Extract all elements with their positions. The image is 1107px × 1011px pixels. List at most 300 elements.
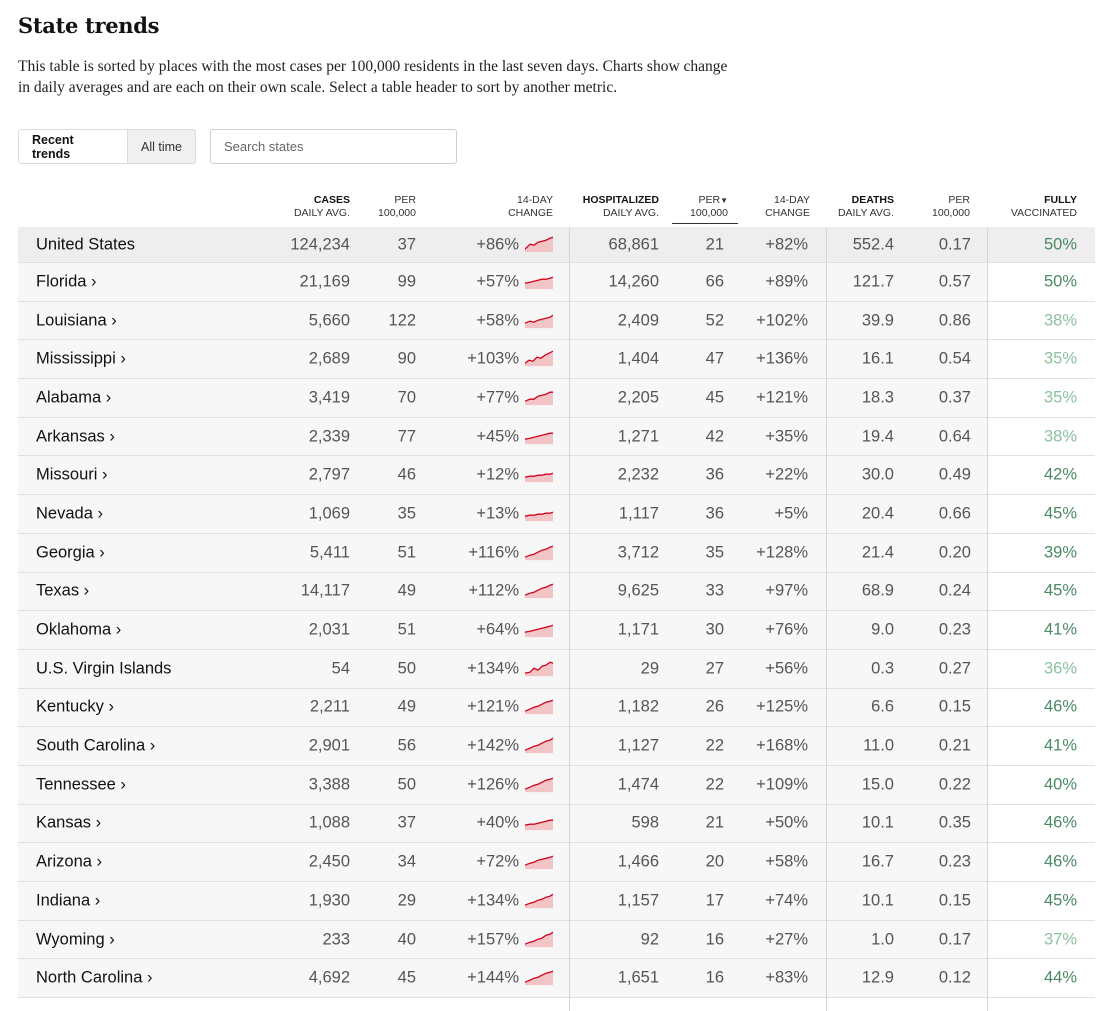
table-row[interactable] (18, 766, 1095, 805)
hospitalized-14day-change: +56% (765, 659, 808, 678)
table-row[interactable] (18, 534, 1095, 573)
hospitalized-per-100k: 45 (705, 388, 724, 407)
hospitalized-daily-avg: 1,474 (617, 775, 659, 794)
deaths-daily-avg: 19.4 (861, 427, 894, 446)
cases-trend-sparkline (525, 503, 553, 521)
hospitalized-14day-change: +50% (765, 813, 808, 832)
fully-vaccinated: 38% (1043, 311, 1077, 330)
vaccinated-cell-bg (988, 805, 1095, 843)
vaccinated-cell-bg (988, 456, 1095, 494)
header-hosp-per-line1: PER (698, 194, 721, 206)
cases-per-100k: 99 (397, 272, 416, 291)
cases-daily-avg: 2,450 (308, 852, 350, 871)
table-row[interactable] (18, 573, 1095, 612)
state-name[interactable]: U.S. Virgin Islands (36, 659, 172, 678)
page-title: State trends (18, 13, 160, 38)
hospitalized-14day-change: +97% (765, 581, 808, 600)
deaths-per-100k: 0.54 (938, 349, 971, 368)
table-row[interactable] (18, 843, 1095, 882)
hospitalized-per-100k: 47 (705, 349, 724, 368)
fully-vaccinated: 38% (1043, 427, 1077, 446)
cases-daily-avg: 3,388 (308, 775, 350, 794)
table-row[interactable] (18, 959, 1095, 998)
cases-per-100k: 37 (397, 813, 416, 832)
page-description: This table is sorted by places with the most cases per 100,000 residents in the last seven days. Charts show change in daily averages and are each on their own scale. Select a table header to sort by another metric. (18, 58, 728, 96)
cases-trend-sparkline (525, 929, 553, 947)
header-deaths-per-line1: PER (948, 194, 970, 206)
cases-14day-change: +40% (476, 813, 519, 832)
vaccinated-cell-bg (988, 418, 1095, 456)
cases-daily-avg: 2,211 (309, 697, 350, 716)
sparkline-area (525, 392, 553, 405)
header-hosp-change[interactable] (750, 194, 810, 220)
header-cases-change[interactable] (483, 194, 553, 220)
cases-14day-change: +134% (467, 891, 519, 910)
cases-trend-sparkline (525, 619, 553, 637)
cases-per-100k: 46 (397, 465, 416, 484)
deaths-per-100k: 0.23 (938, 852, 971, 871)
header-deaths-line2: DAILY AVG. (837, 207, 894, 219)
deaths-per-100k: 0.20 (938, 543, 971, 562)
deaths-per-100k: 0.27 (938, 659, 971, 678)
cases-daily-avg: 2,901 (308, 736, 350, 755)
hospitalized-daily-avg: 1,171 (617, 620, 659, 639)
cases-daily-avg: 124,234 (290, 235, 350, 253)
table-row[interactable] (18, 379, 1095, 418)
state-name[interactable]: Georgia › (36, 543, 105, 562)
state-name[interactable]: Oklahoma › (36, 620, 122, 639)
table-row[interactable] (18, 495, 1095, 534)
table-row[interactable] (18, 611, 1095, 650)
state-name[interactable]: Missouri › (36, 465, 108, 484)
deaths-per-100k: 0.57 (938, 272, 971, 291)
cases-trend-sparkline (525, 387, 553, 405)
header-hospitalized[interactable] (572, 194, 659, 220)
hospitalized-14day-change: +136% (756, 349, 808, 368)
cases-14day-change: +144% (467, 968, 519, 987)
deaths-daily-avg: 10.1 (861, 891, 894, 910)
fully-vaccinated: 46% (1043, 697, 1077, 716)
header-cases-line1: CASES (313, 194, 350, 206)
fully-vaccinated: 39% (1043, 543, 1077, 562)
hospitalized-14day-change: +22% (765, 465, 808, 484)
table-row[interactable] (18, 727, 1095, 766)
cases-daily-avg: 1,069 (308, 504, 350, 523)
hospitalized-14day-change: +82% (765, 235, 808, 253)
cases-per-100k: 50 (397, 775, 416, 794)
cases-trend-sparkline (525, 426, 553, 444)
state-name[interactable]: South Carolina › (36, 736, 156, 755)
cases-trend-sparkline (525, 851, 553, 869)
cases-per-100k: 29 (397, 891, 416, 910)
fully-vaccinated: 36% (1043, 659, 1077, 678)
cases-daily-avg: 2,031 (308, 620, 350, 639)
cases-per-100k: 35 (397, 504, 416, 523)
cases-daily-avg: 5,411 (309, 543, 350, 562)
view-toggle (18, 129, 196, 164)
state-name[interactable]: Arizona › (36, 852, 103, 871)
state-name[interactable]: Mississippi › (36, 349, 126, 368)
fully-vaccinated: 45% (1043, 504, 1077, 523)
cases-trend-sparkline (525, 697, 553, 715)
vaccinated-cell-bg (988, 843, 1095, 881)
fully-vaccinated: 41% (1043, 620, 1077, 639)
cases-14day-change: +157% (467, 930, 519, 949)
cases-daily-avg: 3,419 (308, 388, 350, 407)
table-row[interactable] (18, 418, 1095, 457)
table-row[interactable] (18, 921, 1095, 960)
column-divider (826, 227, 827, 1011)
cases-daily-avg: 1,088 (308, 813, 350, 832)
sparkline-area (525, 821, 553, 831)
hospitalized-per-100k: 21 (705, 235, 724, 253)
deaths-per-100k: 0.17 (938, 235, 971, 253)
cases-per-100k: 34 (397, 852, 416, 871)
cases-per-100k: 50 (397, 659, 416, 678)
header-cases-per-line1: PER (394, 194, 416, 206)
hospitalized-per-100k: 36 (705, 465, 724, 484)
hospitalized-per-100k: 42 (705, 427, 724, 446)
hospitalized-daily-avg: 92 (640, 930, 659, 949)
hospitalized-14day-change: +5% (774, 504, 808, 523)
hospitalized-per-100k: 20 (705, 852, 724, 871)
state-name[interactable]: Wyoming › (36, 930, 115, 949)
cases-14day-change: +112% (468, 581, 519, 600)
cases-14day-change: +72% (476, 852, 519, 871)
cases-per-100k: 90 (397, 349, 416, 368)
hospitalized-daily-avg: 598 (631, 813, 659, 832)
deaths-per-100k: 0.86 (938, 311, 971, 330)
hospitalized-daily-avg: 68,861 (608, 235, 659, 253)
table-row[interactable] (18, 340, 1095, 379)
hospitalized-14day-change: +121% (756, 388, 808, 407)
column-divider (987, 227, 988, 1011)
hospitalized-daily-avg: 1,157 (617, 891, 659, 910)
sparkline-area (525, 971, 553, 985)
hospitalized-daily-avg: 29 (640, 659, 659, 678)
hospitalized-daily-avg: 1,651 (617, 968, 659, 987)
cases-14day-change: +134% (467, 659, 519, 678)
header-cases-change-line1: 14-DAY (517, 194, 553, 206)
hospitalized-per-100k: 22 (705, 775, 724, 794)
vaccinated-cell-bg (988, 495, 1095, 533)
deaths-per-100k: 0.15 (938, 697, 971, 716)
cases-14day-change: +58% (476, 311, 519, 330)
header-vaccinated-line2: VACCINATED (1010, 207, 1077, 219)
hospitalized-per-100k: 22 (705, 736, 724, 755)
cases-daily-avg: 5,660 (308, 311, 350, 330)
cases-daily-avg: 2,689 (308, 349, 350, 368)
header-deaths[interactable] (826, 194, 894, 220)
fully-vaccinated: 50% (1043, 235, 1077, 253)
state-name[interactable]: Arkansas › (36, 427, 115, 446)
hospitalized-daily-avg: 1,271 (617, 427, 659, 446)
hospitalized-daily-avg: 1,117 (618, 504, 659, 523)
cases-per-100k: 37 (397, 235, 416, 253)
all-time-tab[interactable]: All time (127, 130, 195, 163)
header-deaths-per-line2: 100,000 (932, 207, 970, 219)
hospitalized-daily-avg: 2,409 (617, 311, 659, 330)
cases-trend-sparkline (525, 774, 553, 792)
deaths-per-100k: 0.22 (938, 775, 971, 794)
state-name[interactable]: North Carolina › (36, 968, 153, 987)
deaths-daily-avg: 15.0 (861, 775, 894, 794)
state-trends-table (18, 227, 1095, 998)
hospitalized-per-100k: 17 (705, 891, 724, 910)
deaths-daily-avg: 39.9 (861, 311, 894, 330)
hospitalized-daily-avg: 14,260 (608, 272, 659, 291)
fully-vaccinated: 46% (1043, 813, 1077, 832)
table-row[interactable] (18, 227, 1095, 263)
cases-trend-sparkline (525, 271, 553, 289)
cases-trend-sparkline (525, 310, 553, 328)
cases-trend-sparkline (525, 581, 553, 599)
header-cases-per-line2: 100,000 (378, 207, 416, 219)
header-hospitalized-line1: HOSPITALIZED (582, 194, 659, 206)
deaths-per-100k: 0.15 (938, 891, 971, 910)
cases-trend-sparkline (525, 234, 553, 252)
state-name[interactable]: Florida › (36, 272, 97, 291)
header-deaths-line1: DEATHS (851, 194, 894, 206)
hospitalized-per-100k: 35 (705, 543, 724, 562)
cases-per-100k: 40 (397, 930, 416, 949)
cases-trend-sparkline (525, 658, 553, 676)
hospitalized-per-100k: 30 (705, 620, 724, 639)
hospitalized-14day-change: +109% (756, 775, 808, 794)
vaccinated-cell-bg (988, 882, 1095, 920)
header-cases[interactable] (280, 194, 350, 220)
cases-daily-avg: 21,169 (299, 272, 350, 291)
cases-trend-sparkline (525, 464, 553, 482)
deaths-per-100k: 0.24 (938, 581, 971, 600)
cases-per-100k: 45 (397, 968, 416, 987)
deaths-daily-avg: 121.7 (852, 272, 894, 291)
hospitalized-14day-change: +102% (756, 311, 808, 330)
hospitalized-daily-avg: 1,404 (617, 349, 659, 368)
cases-per-100k: 70 (397, 388, 416, 407)
header-hosp-per-line2: 100,000 (690, 207, 728, 219)
state-name[interactable]: Tennessee › (36, 775, 126, 794)
hospitalized-daily-avg: 1,182 (617, 697, 659, 716)
deaths-daily-avg: 18.3 (861, 388, 894, 407)
hospitalized-per-100k: 36 (705, 504, 724, 523)
column-divider (569, 227, 570, 1011)
fully-vaccinated: 50% (1043, 272, 1077, 291)
hospitalized-14day-change: +58% (765, 852, 808, 871)
hospitalized-14day-change: +125% (756, 697, 808, 716)
deaths-daily-avg: 12.9 (861, 968, 894, 987)
vaccinated-cell-bg (988, 573, 1095, 611)
table-row[interactable] (18, 650, 1095, 689)
vaccinated-cell-bg (988, 263, 1095, 301)
deaths-per-100k: 0.12 (938, 968, 971, 987)
deaths-daily-avg: 552.4 (852, 235, 894, 253)
deaths-per-100k: 0.49 (938, 465, 971, 484)
deaths-daily-avg: 1.0 (871, 930, 894, 949)
cases-per-100k: 56 (397, 736, 416, 755)
hospitalized-14day-change: +76% (765, 620, 808, 639)
deaths-daily-avg: 0.3 (871, 659, 894, 678)
hospitalized-14day-change: +35% (765, 427, 808, 446)
header-cases-change-line2: CHANGE (508, 207, 553, 219)
state-name[interactable]: Alabama › (36, 388, 112, 407)
recent-trends-tab[interactable]: Recent trends (19, 130, 127, 163)
cases-daily-avg: 233 (322, 930, 350, 949)
cases-daily-avg: 54 (331, 659, 350, 678)
deaths-daily-avg: 68.9 (861, 581, 894, 600)
hospitalized-daily-avg: 9,625 (617, 581, 659, 600)
hospitalized-per-100k: 16 (705, 930, 724, 949)
cases-14day-change: +121% (467, 697, 519, 716)
deaths-per-100k: 0.21 (938, 736, 971, 755)
sparkline-area (525, 778, 553, 792)
fully-vaccinated: 46% (1043, 852, 1077, 871)
deaths-per-100k: 0.66 (938, 504, 971, 523)
hospitalized-per-100k: 66 (705, 272, 724, 291)
state-name[interactable]: United States (36, 235, 136, 253)
table-row[interactable] (18, 882, 1095, 921)
hospitalized-14day-change: +27% (765, 930, 808, 949)
deaths-per-100k: 0.35 (938, 813, 971, 832)
vaccinated-cell-bg (988, 689, 1095, 727)
vaccinated-cell-bg (988, 379, 1095, 417)
hospitalized-per-100k: 21 (705, 813, 724, 832)
cases-14day-change: +116% (468, 543, 519, 562)
sort-desc-icon: ▼ (720, 196, 728, 205)
cases-daily-avg: 2,339 (308, 427, 350, 446)
header-hosp-change-line2: CHANGE (765, 207, 810, 219)
cases-14day-change: +64% (476, 620, 519, 639)
hospitalized-daily-avg: 1,127 (617, 736, 659, 755)
table-row[interactable] (18, 263, 1095, 302)
cases-daily-avg: 4,692 (308, 968, 350, 987)
table-row[interactable] (18, 456, 1095, 495)
cases-14day-change: +57% (476, 272, 519, 291)
cases-trend-sparkline (525, 967, 553, 985)
deaths-per-100k: 0.64 (938, 427, 971, 446)
deaths-per-100k: 0.23 (938, 620, 971, 639)
vaccinated-cell-bg (988, 766, 1095, 804)
fully-vaccinated: 44% (1043, 968, 1077, 987)
state-name[interactable]: Louisiana › (36, 311, 117, 330)
header-hospitalized-line2: DAILY AVG. (602, 207, 659, 219)
header-vaccinated[interactable] (1000, 194, 1077, 220)
deaths-daily-avg: 21.4 (861, 543, 894, 562)
deaths-daily-avg: 6.6 (871, 697, 894, 716)
deaths-daily-avg: 20.4 (861, 504, 894, 523)
fully-vaccinated: 37% (1043, 930, 1077, 949)
cases-per-100k: 51 (397, 620, 416, 639)
search-states-input[interactable] (210, 129, 457, 164)
hospitalized-daily-avg: 2,232 (617, 465, 659, 484)
cases-trend-sparkline (525, 735, 553, 753)
hospitalized-per-100k: 16 (705, 968, 724, 987)
cases-14day-change: +45% (476, 427, 519, 446)
vaccinated-cell-bg (988, 921, 1095, 959)
cases-trend-sparkline (525, 542, 553, 560)
table-row[interactable] (18, 302, 1095, 341)
cases-14day-change: +142% (467, 736, 519, 755)
cases-14day-change: +103% (467, 349, 519, 368)
vaccinated-cell-bg (988, 340, 1095, 378)
fully-vaccinated: 42% (1043, 465, 1077, 484)
header-hosp-per[interactable] (672, 194, 738, 224)
header-vaccinated-line1: FULLY (1044, 194, 1077, 206)
cases-per-100k: 51 (397, 543, 416, 562)
state-name[interactable]: Kentucky › (36, 697, 114, 716)
deaths-daily-avg: 16.1 (861, 349, 894, 368)
hospitalized-per-100k: 26 (705, 697, 724, 716)
hospitalized-per-100k: 33 (705, 581, 724, 600)
cases-per-100k: 77 (397, 427, 416, 446)
fully-vaccinated: 45% (1043, 891, 1077, 910)
cases-14day-change: +12% (476, 465, 519, 484)
hospitalized-14day-change: +74% (765, 891, 808, 910)
header-cases-per[interactable] (356, 194, 416, 220)
hospitalized-per-100k: 52 (705, 311, 724, 330)
state-name[interactable]: Nevada › (36, 504, 103, 523)
table-row[interactable] (18, 689, 1095, 728)
fully-vaccinated: 40% (1043, 775, 1077, 794)
deaths-per-100k: 0.37 (938, 388, 971, 407)
fully-vaccinated: 35% (1043, 349, 1077, 368)
vaccinated-cell-bg (988, 227, 1095, 262)
cases-14day-change: +77% (476, 388, 519, 407)
vaccinated-cell-bg (988, 534, 1095, 572)
cases-per-100k: 49 (397, 697, 416, 716)
hospitalized-14day-change: +89% (765, 272, 808, 291)
hospitalized-per-100k: 27 (705, 659, 724, 678)
header-cases-line2: DAILY AVG. (293, 207, 350, 219)
deaths-per-100k: 0.17 (938, 930, 971, 949)
fully-vaccinated: 45% (1043, 581, 1077, 600)
state-name[interactable]: Kansas › (36, 813, 102, 832)
cases-trend-sparkline (525, 890, 553, 908)
cases-daily-avg: 14,117 (300, 581, 350, 600)
deaths-daily-avg: 10.1 (861, 813, 894, 832)
state-name[interactable]: Indiana › (36, 891, 101, 910)
cases-trend-sparkline (525, 348, 553, 366)
vaccinated-cell-bg (988, 650, 1095, 688)
deaths-daily-avg: 11.0 (863, 736, 894, 755)
header-hosp-change-line1: 14-DAY (774, 194, 810, 206)
hospitalized-14day-change: +83% (765, 968, 808, 987)
hospitalized-14day-change: +168% (756, 736, 808, 755)
fully-vaccinated: 35% (1043, 388, 1077, 407)
cases-per-100k: 49 (397, 581, 416, 600)
vaccinated-cell-bg (988, 727, 1095, 765)
hospitalized-daily-avg: 2,205 (617, 388, 659, 407)
cases-daily-avg: 1,930 (308, 891, 350, 910)
cases-daily-avg: 2,797 (308, 465, 350, 484)
cases-14day-change: +86% (476, 235, 519, 253)
vaccinated-cell-bg (988, 302, 1095, 340)
header-deaths-per[interactable] (910, 194, 970, 220)
deaths-daily-avg: 16.7 (861, 852, 894, 871)
state-name[interactable]: Texas › (36, 581, 90, 600)
hospitalized-daily-avg: 3,712 (617, 543, 659, 562)
hospitalized-14day-change: +128% (756, 543, 808, 562)
cases-14day-change: +126% (467, 775, 519, 794)
table-row[interactable] (18, 805, 1095, 844)
sparkline-area (525, 701, 553, 715)
cases-14day-change: +13% (476, 504, 519, 523)
cases-per-100k: 122 (388, 311, 416, 330)
cases-trend-sparkline (525, 813, 553, 831)
deaths-daily-avg: 30.0 (861, 465, 894, 484)
vaccinated-cell-bg (988, 959, 1095, 997)
hospitalized-daily-avg: 1,466 (617, 852, 659, 871)
